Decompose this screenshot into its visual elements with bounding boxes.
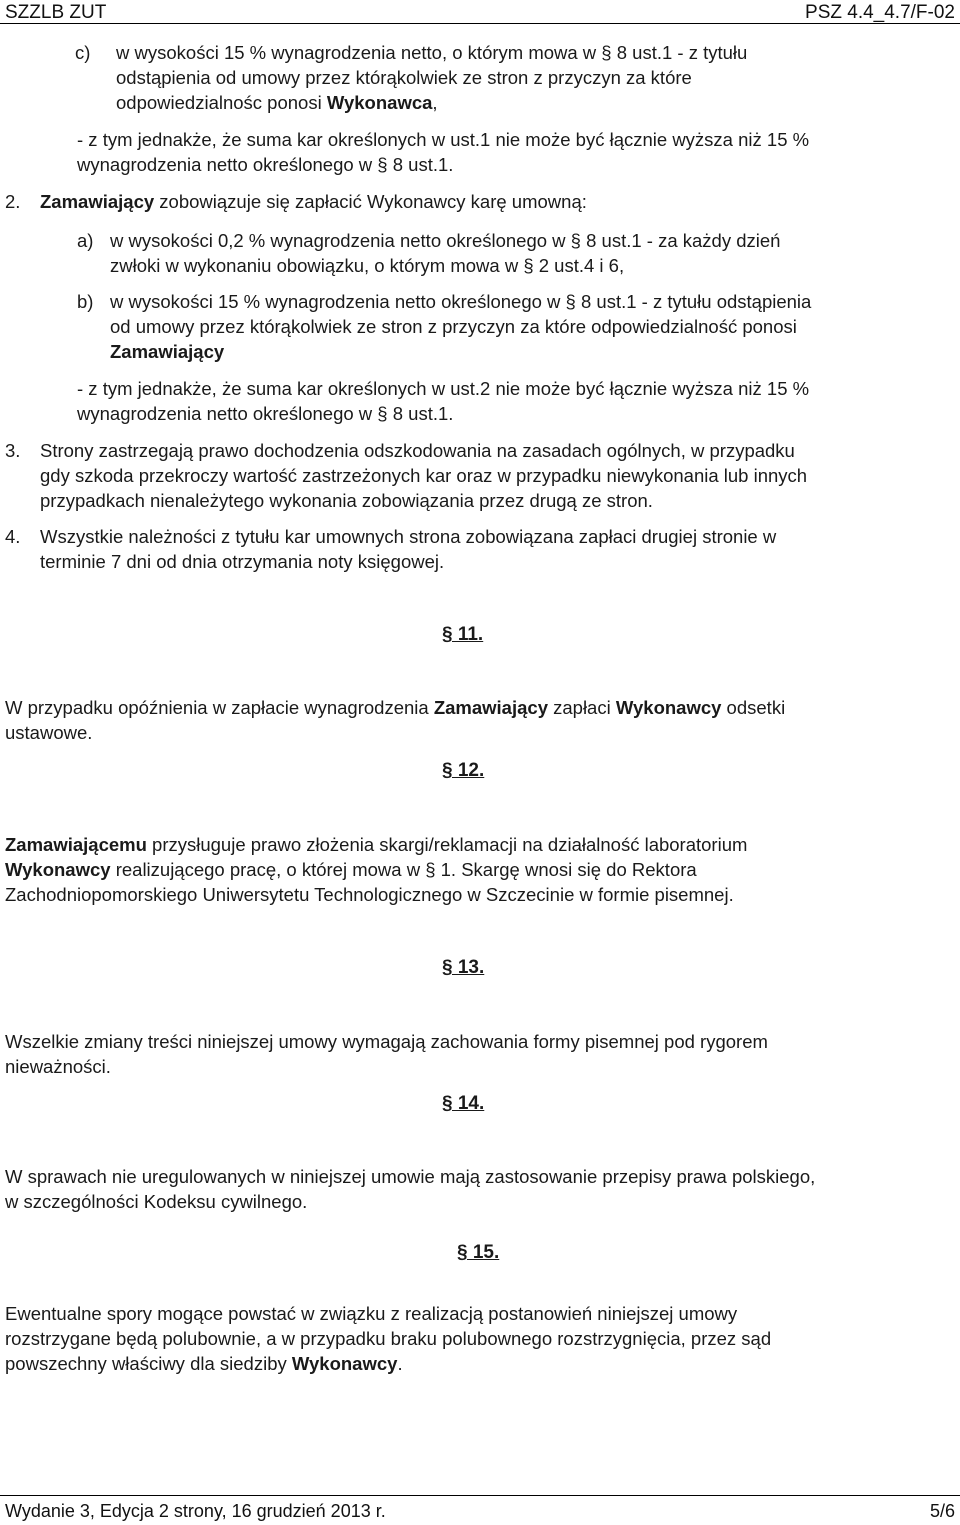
text-line: w wysokości 15 % wynagrodzenia netto określonego w § 8 ust.1 - z tytułu odstąpienia [110,291,812,312]
party-name: Wykonawcy [5,859,111,880]
party-name: Wykonawcy [615,697,722,718]
item-c-text [116,40,956,115]
text-line: w szczególności Kodeksu cywilnego. [5,1191,308,1212]
edition-info: Wydanie 3, Edycja 2 strony, 16 grudzień 2013 r. [5,1501,386,1521]
party-name: Wykonawca [326,92,433,113]
text-line: - z tym jednakże, że suma kar określonych w ust.2 nie może być łącznie wyższa niż 15 % [77,378,810,399]
text-line [5,1351,955,1376]
paragraph-number: 3. [5,440,21,461]
text-line [5,695,955,720]
text-line: Wszystkie należności z tytułu kar umownych strona zobowiązana zapłaci drugiej stronie w [40,526,777,547]
text-line: wynagrodzenia netto określonego w § 8 ust.1. [77,403,454,424]
text-line: Strony zastrzegają prawo dochodzenia odszkodowania na zasadach ogólnych, w przypadku [40,440,795,461]
text-span: W przypadku opóźnienia w zapłacie wynagrodzenia [5,697,434,718]
section-14-text [5,1164,955,1214]
party-name: Zamawiający [40,191,155,212]
item-a-text [110,228,955,278]
party-name: Wykonawcy [291,1353,398,1374]
text-span: przysługuje prawo złożenia skargi/reklamacji na działalność laboratorium [146,834,748,855]
section-heading-14: § 14. [442,1093,485,1114]
paragraph-number: 2. [5,191,21,212]
text-line: Zachodniopomorskiego Uniwersytetu Technologicznego w Szczecinie w formie pisemnej. [5,884,734,905]
text-span: powszechny właściwy dla siedziby [5,1353,292,1374]
text-line [116,90,956,115]
text-line: W sprawach nie uregulowanych w niniejszej umowie mają zastosowanie przepisy prawa polskiego, [5,1166,816,1187]
paragraph-4-text [40,524,960,574]
text-span: zobowiązuje się zapłacić Wykonawcy karę umowną: [154,191,587,212]
section-heading-11: § 11. [442,624,484,645]
text-line [5,857,955,882]
section-heading-15: § 15. [457,1242,500,1263]
text-line: Wszelkie zmiany treści niniejszej umowy wymagają zachowania formy pisemnej pod rygorem [5,1031,768,1052]
section-13-text [5,1029,955,1079]
text-line: w wysokości 15 % wynagrodzenia netto, o którym mowa w § 8 ust.1 - z tytułu [116,42,748,63]
text-line: zwłoki w wykonaniu obowiązku, o którym mowa w § 2 ust.4 i 6, [110,255,625,276]
text-span: realizującego pracę, o której mowa w § 1. Skargę wnosi się do Rektora [110,859,697,880]
text-span: odsetki [721,697,786,718]
item-c-limit [77,127,957,177]
document-code-left: SZZLB ZUT [5,2,107,23]
paragraph-2-intro [40,189,960,214]
item-b-text [110,289,955,364]
text-line: w wysokości 0,2 % wynagrodzenia netto określonego w § 8 ust.1 - za każdy dzień [110,230,781,251]
text-line: ustawowe. [5,722,93,743]
section-heading-13: § 13. [442,957,485,978]
party-name: Zamawiający [110,341,225,362]
paragraph-number: 4. [5,526,21,547]
text-line: od umowy przez którąkolwiek ze stron z przyczyn za które odpowiedzialność ponosi [110,316,797,337]
section-11-text [5,695,955,745]
text-span: zapłaci [547,697,616,718]
section-15-text [5,1301,955,1376]
header-divider [0,23,960,24]
item-label-c: c) [75,42,91,63]
party-name: Zamawiający [433,697,548,718]
text-span: odpowiedzialnośc ponosi [116,92,327,113]
text-line: wynagrodzenia netto określonego w § 8 ust.1. [77,154,454,175]
text-span: , [432,92,438,113]
text-line: gdy szkoda przekroczy wartość zastrzeżonych kar oraz w przypadku niewykonania lub innych [40,465,808,486]
document-code-right: PSZ 4.4_4.7/F-02 [805,2,955,23]
text-line [5,832,955,857]
paragraph-3-text [40,438,960,513]
section-12-text [5,832,955,907]
text-span: . [397,1353,403,1374]
item-label-b: b) [77,291,94,312]
item-b-limit [77,376,957,426]
text-line: terminie 7 dni od dnia otrzymania noty księgowej. [40,551,445,572]
section-heading-12: § 12. [442,760,485,781]
text-line: odstąpienia od umowy przez którąkolwiek ze stron z przyczyn za które [116,67,692,88]
text-line: przypadkach nienależytego wykonania zobowiązania przez drugą ze stron. [40,490,653,511]
footer-divider [0,1495,960,1496]
text-line: nieważności. [5,1056,111,1077]
item-label-a: a) [77,230,94,251]
page-number: 5/6 [929,1501,955,1521]
text-line: rozstrzygane będą polubownie, a w przypadku braku polubownego rozstrzygnięcia, przez sąd [5,1328,772,1349]
party-name: Zamawiającemu [5,834,147,855]
text-line: Ewentualne spory mogące powstać w związku z realizacją postanowień niniejszej umowy [5,1303,738,1324]
text-line: - z tym jednakże, że suma kar określonych w ust.1 nie może być łącznie wyższa niż 15 % [77,129,810,150]
